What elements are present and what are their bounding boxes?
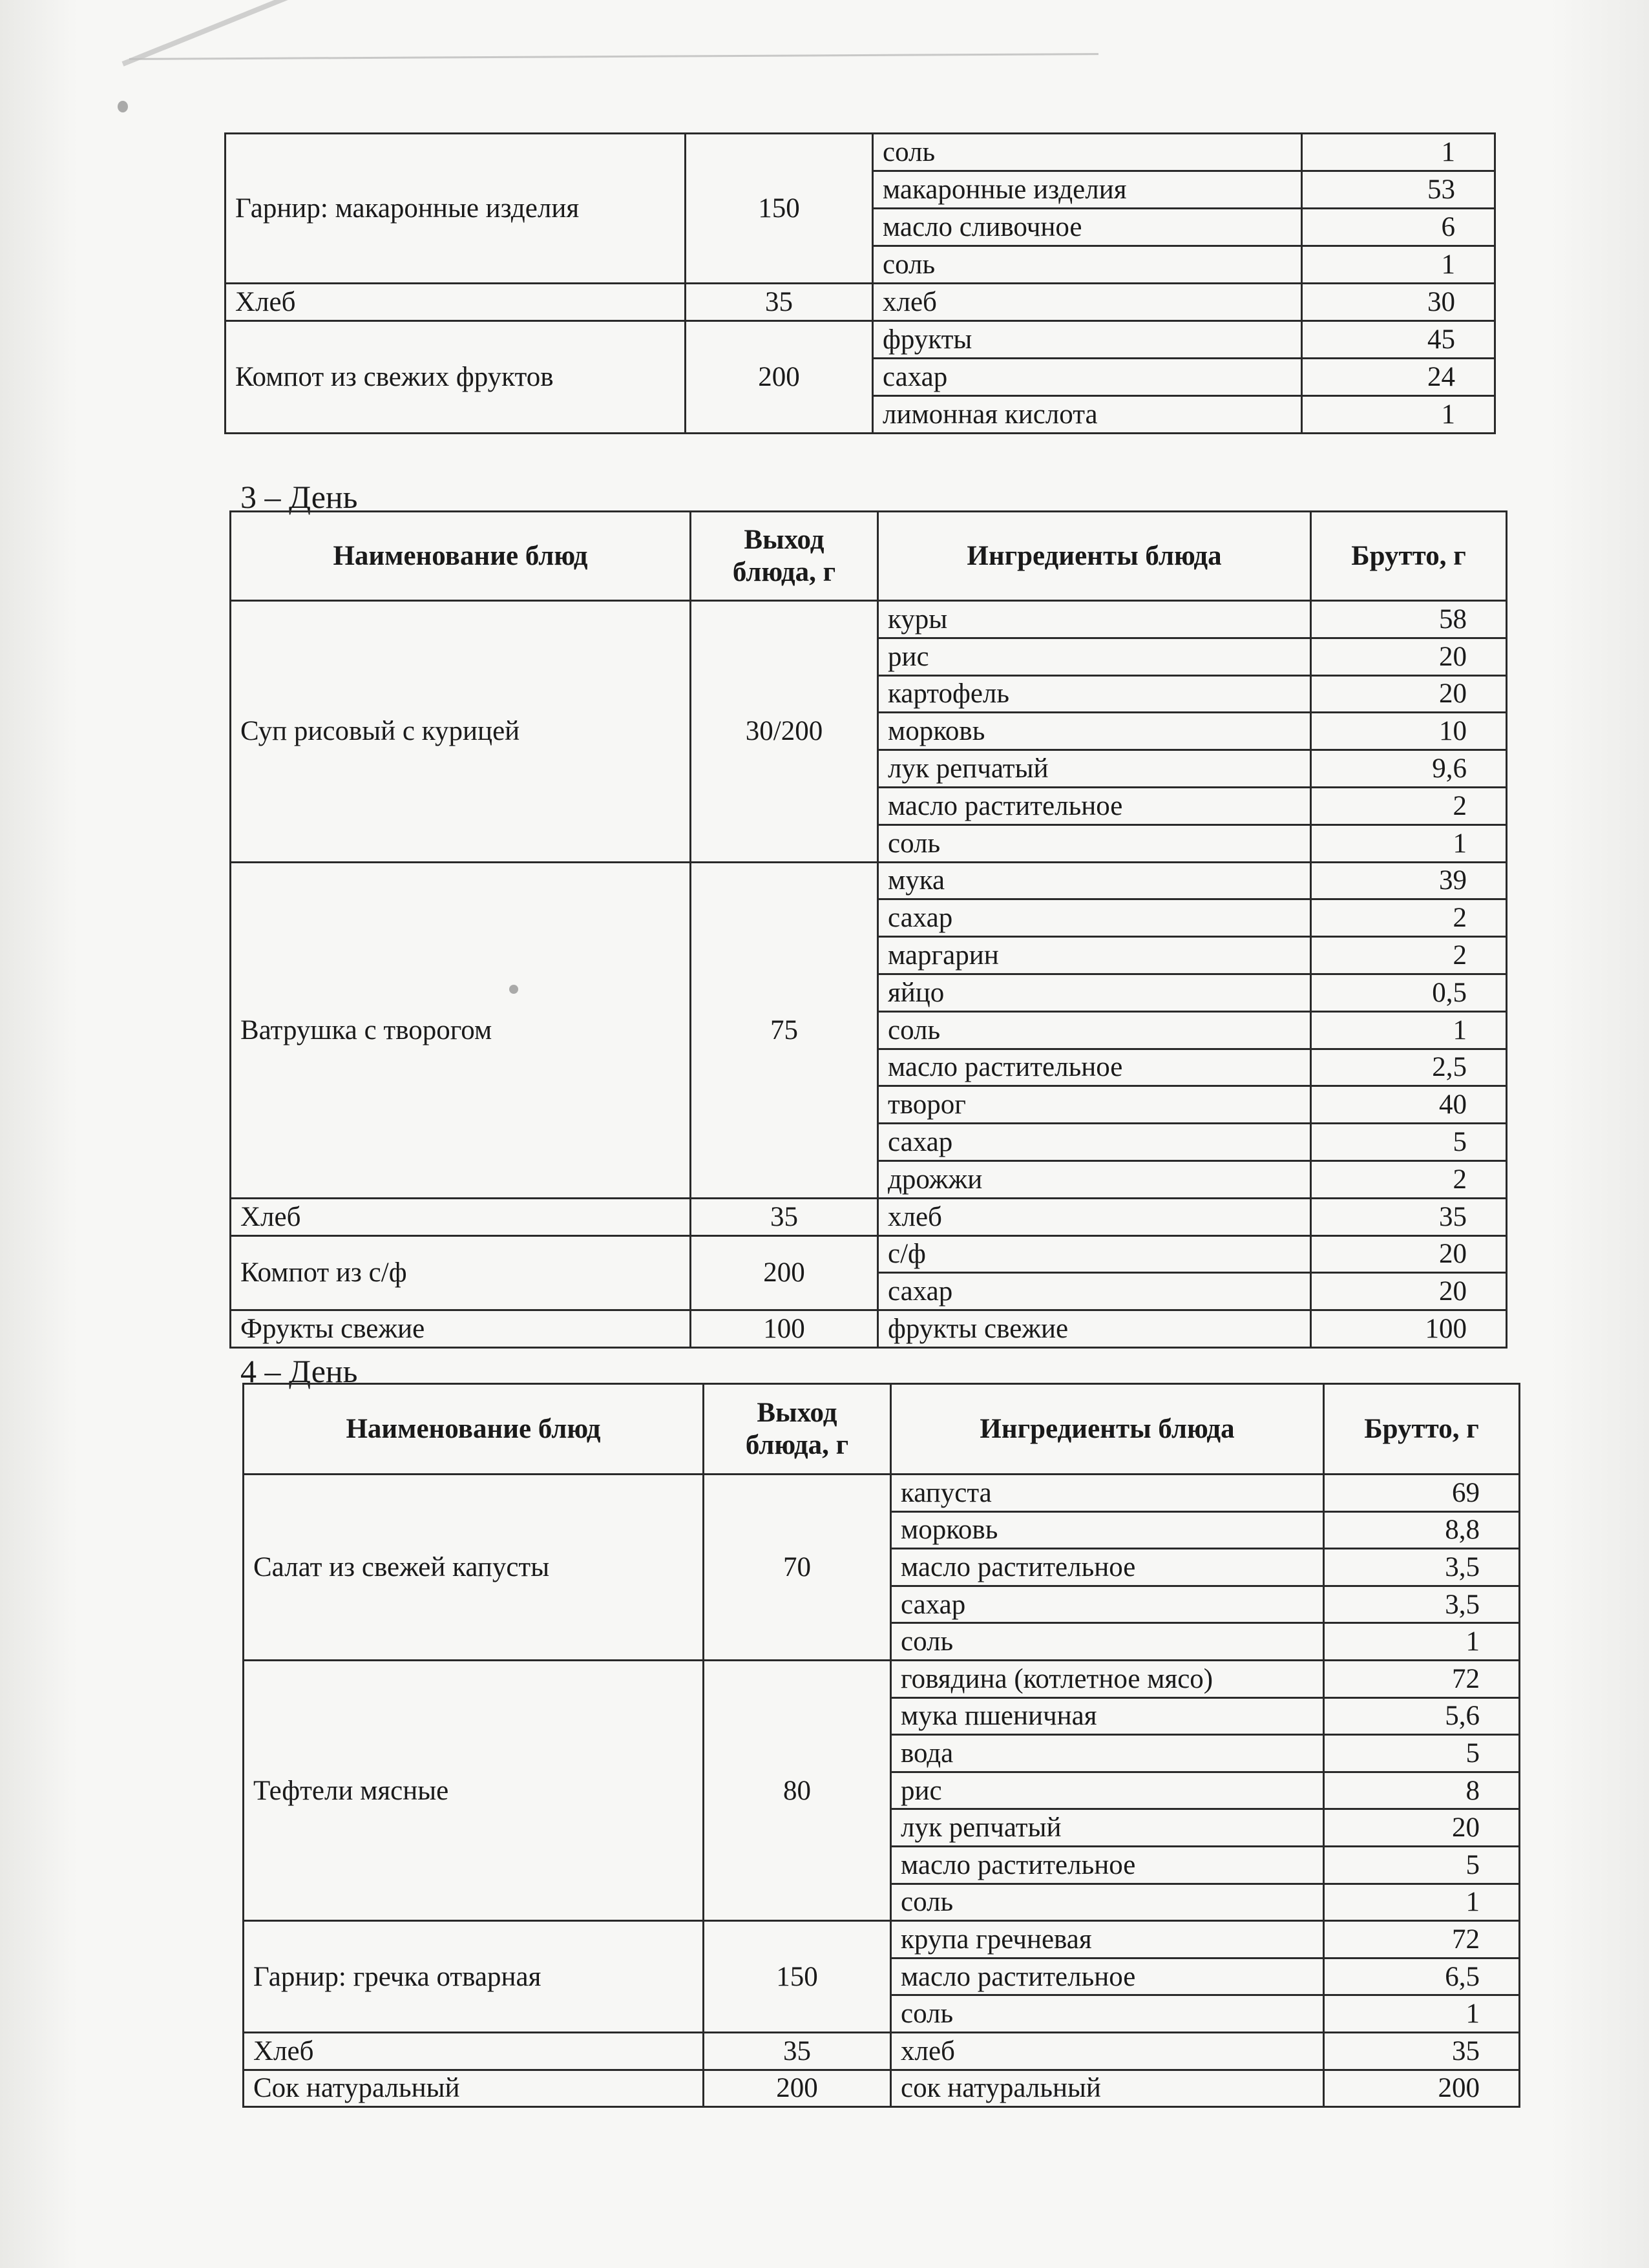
ingredient-name-cell: мука пшеничная (891, 1697, 1324, 1735)
ingredient-name-cell: творог (878, 1086, 1311, 1124)
dish-yield-cell: 80 (704, 1660, 891, 1920)
ingredient-gross-cell: 35 (1324, 2032, 1520, 2070)
ingredient-gross-cell: 69 (1324, 1475, 1520, 1512)
ingredient-name-cell: мука (878, 862, 1311, 899)
ingredient-name-cell: масло растительное (891, 1549, 1324, 1586)
table-row (226, 321, 1495, 359)
ingredient-gross-cell: 20 (1311, 675, 1507, 713)
ingredient-name-cell: фрукты свежие (878, 1310, 1311, 1348)
table-day-4 (242, 1383, 1518, 2108)
ingredient-gross-cell: 1 (1311, 1011, 1507, 1049)
ingredient-name-cell: морковь (878, 713, 1311, 750)
header-ingredients: Ингредиенты блюда (891, 1384, 1324, 1475)
ingredient-name-cell: соль (878, 824, 1311, 862)
ingredient-gross-cell: 58 (1311, 601, 1507, 638)
ingredient-gross-cell: 8,8 (1324, 1511, 1520, 1549)
scan-spot (118, 101, 128, 112)
header-dish-name: Наименование блюд (231, 512, 691, 601)
dish-name-cell: Сок натуральный (244, 2070, 704, 2107)
ingredient-name-cell: сок натуральный (891, 2070, 1324, 2107)
dish-yield-cell: 75 (691, 862, 878, 1198)
dish-name-cell: Хлеб (226, 284, 686, 321)
dish-yield-cell: 200 (704, 2070, 891, 2107)
ingredient-gross-cell: 5 (1324, 1846, 1520, 1884)
ingredient-name-cell: соль (878, 1011, 1311, 1049)
table-row (244, 2070, 1520, 2107)
ingredient-name-cell: говядина (котлетное мясо) (891, 1660, 1324, 1697)
day-4-title: 4 – День (240, 1353, 358, 1389)
ingredient-gross-cell: 5,6 (1324, 1697, 1520, 1735)
table-row (231, 1198, 1507, 1235)
ingredient-name-cell: с/ф (878, 1235, 1311, 1273)
menu-table-day-3 (229, 510, 1507, 1349)
ingredient-name-cell: сахар (878, 899, 1311, 937)
ingredient-gross-cell: 39 (1311, 862, 1507, 899)
ingredient-gross-cell: 9,6 (1311, 750, 1507, 788)
ingredient-name-cell: лук репчатый (891, 1809, 1324, 1847)
day-3-title: 3 – День (240, 479, 358, 515)
ingredient-name-cell: фрукты (873, 321, 1302, 359)
ingredient-gross-cell: 10 (1311, 713, 1507, 750)
ingredient-gross-cell: 6,5 (1324, 1958, 1520, 1995)
table-row (226, 284, 1495, 321)
ingredient-name-cell: соль (873, 246, 1302, 284)
ingredient-gross-cell: 2,5 (1311, 1049, 1507, 1086)
ingredient-name-cell: хлеб (878, 1198, 1311, 1235)
ingredient-name-cell: соль (891, 1995, 1324, 2033)
ingredient-gross-cell: 1 (1302, 134, 1495, 171)
table-row (244, 1660, 1520, 1697)
ingredient-name-cell: вода (891, 1735, 1324, 1772)
ingredient-gross-cell: 2 (1311, 937, 1507, 974)
dish-name-cell: Гарнир: макаронные изделия (226, 134, 686, 284)
ingredient-gross-cell: 53 (1302, 171, 1495, 209)
table-row (244, 1921, 1520, 1958)
ingredient-gross-cell: 20 (1311, 1235, 1507, 1273)
ingredient-gross-cell: 1 (1324, 1623, 1520, 1661)
ingredient-gross-cell: 72 (1324, 1660, 1520, 1697)
ingredient-name-cell: масло растительное (891, 1846, 1324, 1884)
dish-yield-cell: 35 (704, 2032, 891, 2070)
table-row (231, 1310, 1507, 1348)
table-day-3 (229, 510, 1506, 1349)
ingredient-gross-cell: 2 (1311, 787, 1507, 824)
dish-yield-cell: 30/200 (691, 601, 878, 863)
dish-name-cell: Хлеб (244, 2032, 704, 2070)
ingredient-gross-cell: 1 (1324, 1884, 1520, 1921)
ingredient-name-cell: сахар (873, 359, 1302, 396)
ingredient-name-cell: масло растительное (878, 787, 1311, 824)
table-header-row (244, 1384, 1520, 1475)
ingredient-gross-cell: 1 (1302, 396, 1495, 434)
ingredient-gross-cell: 20 (1311, 638, 1507, 675)
header-gross: Брутто, г (1324, 1384, 1520, 1475)
dish-yield-cell: 200 (691, 1235, 878, 1310)
ingredient-gross-cell: 2 (1311, 1160, 1507, 1198)
table-row (226, 134, 1495, 171)
ingredient-name-cell: яйцо (878, 974, 1311, 1011)
ingredient-gross-cell: 1 (1311, 824, 1507, 862)
dish-yield-cell: 35 (686, 284, 873, 321)
ingredient-gross-cell: 1 (1302, 246, 1495, 284)
ingredient-gross-cell: 3,5 (1324, 1549, 1520, 1586)
ingredient-gross-cell: 35 (1311, 1198, 1507, 1235)
ingredient-name-cell: дрожжи (878, 1160, 1311, 1198)
dish-name-cell: Ватрушка с творогом (231, 862, 691, 1198)
ingredient-gross-cell: 3,5 (1324, 1586, 1520, 1623)
ingredient-name-cell: куры (878, 601, 1311, 638)
ingredient-gross-cell: 20 (1324, 1809, 1520, 1847)
ingredient-name-cell: капуста (891, 1475, 1324, 1512)
ingredient-gross-cell: 0,5 (1311, 974, 1507, 1011)
ingredient-gross-cell: 1 (1324, 1995, 1520, 2033)
dish-yield-cell: 100 (691, 1310, 878, 1348)
ingredient-gross-cell: 40 (1311, 1086, 1507, 1124)
ingredient-gross-cell: 5 (1324, 1735, 1520, 1772)
dish-yield-cell: 150 (704, 1921, 891, 2033)
dish-yield-cell: 150 (686, 134, 873, 284)
table-row (231, 1235, 1507, 1273)
table-row (244, 1475, 1520, 1512)
ingredient-name-cell: крупа гречневая (891, 1921, 1324, 1958)
dish-name-cell: Компот из свежих фруктов (226, 321, 686, 434)
ingredient-name-cell: масло растительное (878, 1049, 1311, 1086)
ingredient-name-cell: морковь (891, 1511, 1324, 1549)
dish-yield-cell: 35 (691, 1198, 878, 1235)
dish-name-cell: Тефтели мясные (244, 1660, 704, 1920)
ingredient-gross-cell: 20 (1311, 1273, 1507, 1310)
dish-yield-cell: 200 (686, 321, 873, 434)
ingredient-name-cell: хлеб (873, 284, 1302, 321)
dish-name-cell: Гарнир: гречка отварная (244, 1921, 704, 2033)
ingredient-name-cell: соль (891, 1623, 1324, 1661)
ingredient-name-cell: сахар (891, 1586, 1324, 1623)
ingredient-gross-cell: 45 (1302, 321, 1495, 359)
ingredient-name-cell: макаронные изделия (873, 171, 1302, 209)
ingredient-gross-cell: 100 (1311, 1310, 1507, 1348)
dish-name-cell: Фрукты свежие (231, 1310, 691, 1348)
ingredient-name-cell: сахар (878, 1124, 1311, 1161)
dish-name-cell: Суп рисовый с курицей (231, 601, 691, 863)
ingredient-name-cell: сахар (878, 1273, 1311, 1310)
ingredient-name-cell: масло растительное (891, 1958, 1324, 1995)
ingredient-gross-cell: 6 (1302, 209, 1495, 246)
ingredient-name-cell: соль (873, 134, 1302, 171)
ingredient-gross-cell: 24 (1302, 359, 1495, 396)
header-dish-name: Наименование блюд (244, 1384, 704, 1475)
ingredient-gross-cell: 72 (1324, 1921, 1520, 1958)
ingredient-name-cell: рис (878, 638, 1311, 675)
ingredient-gross-cell: 8 (1324, 1772, 1520, 1809)
ingredient-gross-cell: 200 (1324, 2070, 1520, 2107)
dish-yield-cell: 70 (704, 1475, 891, 1661)
table-row (244, 2032, 1520, 2070)
ingredient-gross-cell: 5 (1311, 1124, 1507, 1161)
header-yield: Выход блюда, г (691, 512, 878, 601)
table-continued (224, 132, 1494, 434)
ingredient-name-cell: соль (891, 1884, 1324, 1921)
ingredient-gross-cell: 30 (1302, 284, 1495, 321)
ingredient-name-cell: рис (891, 1772, 1324, 1809)
dish-name-cell: Компот из с/ф (231, 1235, 691, 1310)
ingredient-name-cell: лук репчатый (878, 750, 1311, 788)
dish-name-cell: Хлеб (231, 1198, 691, 1235)
dish-name-cell: Салат из свежей капусты (244, 1475, 704, 1661)
ingredient-name-cell: хлеб (891, 2032, 1324, 2070)
ingredient-name-cell: маргарин (878, 937, 1311, 974)
table-row (231, 862, 1507, 899)
header-yield: Выход блюда, г (704, 1384, 891, 1475)
header-gross: Брутто, г (1311, 512, 1507, 601)
menu-table-day-4 (242, 1383, 1520, 2108)
table-row (231, 601, 1507, 638)
ingredient-name-cell: лимонная кислота (873, 396, 1302, 434)
ingredient-name-cell: картофель (878, 675, 1311, 713)
ingredient-gross-cell: 2 (1311, 899, 1507, 937)
table-header-row (231, 512, 1507, 601)
menu-table-continued (224, 132, 1496, 434)
header-ingredients: Ингредиенты блюда (878, 512, 1311, 601)
ingredient-name-cell: масло сливочное (873, 209, 1302, 246)
